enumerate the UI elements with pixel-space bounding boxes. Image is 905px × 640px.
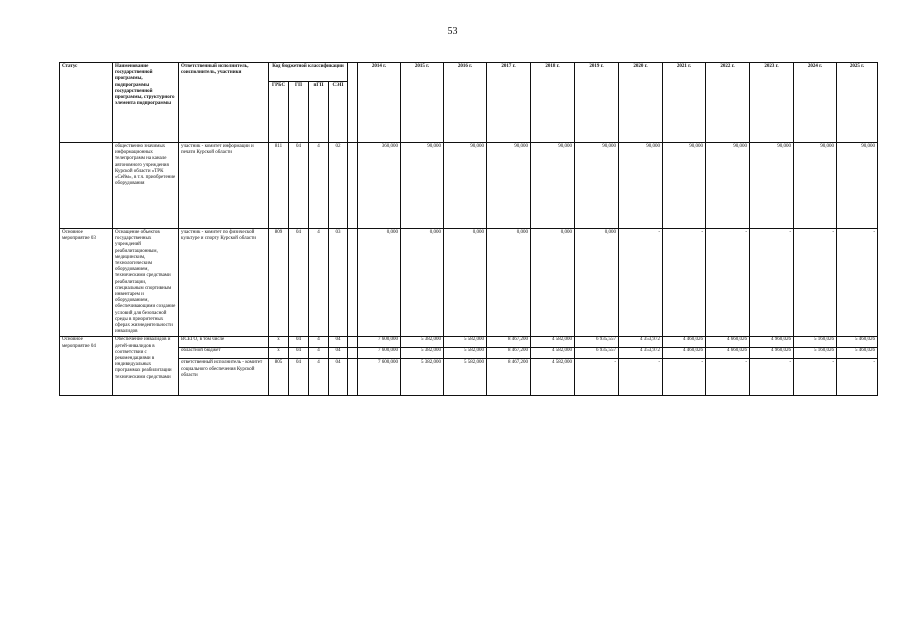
header-name: Наименование государственной программы, подпрограммы государственной программы, структурного элемента подпрограммы bbox=[113, 63, 179, 143]
table-row bbox=[60, 229, 878, 337]
row-value: 90,000 bbox=[837, 143, 878, 229]
row-value: - bbox=[837, 359, 878, 396]
row-value: 7 600,000 bbox=[358, 348, 401, 359]
row-code: 4 bbox=[309, 359, 329, 396]
header-year: 2016 г. bbox=[444, 63, 487, 143]
row-value: 5 460,026 bbox=[837, 348, 878, 359]
table-row bbox=[60, 143, 878, 229]
header-year: 2017 г. bbox=[487, 63, 531, 143]
row-code: 4 bbox=[309, 143, 329, 229]
row-value: - bbox=[750, 229, 794, 337]
table-row bbox=[60, 348, 878, 359]
row-executor: областной бюджет bbox=[179, 348, 269, 359]
row-code: 04 bbox=[329, 359, 348, 396]
row-value: 5 160,026 bbox=[794, 337, 837, 348]
row-code: 4 bbox=[309, 229, 329, 337]
row-executor: ответственный исполнитель - комитет социального обеспечения Курской области bbox=[179, 359, 269, 396]
row-code: 809 bbox=[269, 229, 289, 337]
group-name: Обеспечение инвалидов и детей-инвалидов в соответствии с рекомендациями в индивидуальных программах реабилитации техническими средствами bbox=[113, 337, 179, 396]
row-name: Оснащение объектов государственных учреждений реабилитационным, медицинским, технологическим оборудованием, техническими средствами реабилитации, специальным спортивным инвентарем и оборудованием, обеспечивающими создание условий для безопасной среды в приоритетных сферах жизнедеятельности инвалидов bbox=[113, 229, 179, 337]
row-value: 90,000 bbox=[706, 143, 750, 229]
row-code: 04 bbox=[329, 337, 348, 348]
row-value: 5 582,000 bbox=[444, 359, 487, 396]
table-row bbox=[60, 359, 878, 396]
header-year: 2018 г. bbox=[531, 63, 575, 143]
row-value: 8 467,200 bbox=[487, 337, 531, 348]
row-value: - bbox=[837, 229, 878, 337]
row-value: 5 582,000 bbox=[444, 348, 487, 359]
row-code: 805 bbox=[269, 359, 289, 396]
row-value: - bbox=[619, 359, 663, 396]
header-year: 2023 г. bbox=[750, 63, 794, 143]
row-value: 4 460,026 bbox=[663, 348, 706, 359]
row-name: общественно значимых информационных телепрограмм на канале автономного учреждения Курской области «ТРК «Сейм», в т.ч. приобретение оборудования bbox=[113, 143, 179, 229]
row-code: 811 bbox=[269, 143, 289, 229]
row-value: 7 600,000 bbox=[358, 359, 401, 396]
row-spacer bbox=[348, 143, 358, 229]
row-value: 0,000 bbox=[401, 229, 444, 337]
row-code: x bbox=[269, 337, 289, 348]
row-value: 90,000 bbox=[794, 143, 837, 229]
row-value: 5 160,026 bbox=[794, 348, 837, 359]
row-code: 04 bbox=[289, 143, 309, 229]
row-value: - bbox=[663, 229, 706, 337]
row-value: 4 582,000 bbox=[531, 337, 575, 348]
row-executor: участник - комитет информации и печати Курской области bbox=[179, 143, 269, 229]
row-code: 04 bbox=[289, 359, 309, 396]
row-code: 04 bbox=[289, 229, 309, 337]
row-value: 5 582,000 bbox=[444, 337, 487, 348]
header-year: 2015 г. bbox=[401, 63, 444, 143]
row-code: 4 bbox=[309, 337, 329, 348]
header-year: 2025 г. bbox=[837, 63, 878, 143]
row-code: 04 bbox=[329, 348, 348, 359]
row-value: 5 382,000 bbox=[401, 348, 444, 359]
row-value: 90,000 bbox=[531, 143, 575, 229]
row-spacer bbox=[348, 348, 358, 359]
row-value: 0,000 bbox=[575, 229, 619, 337]
row-value: 4 660,026 bbox=[706, 337, 750, 348]
row-value: 0,000 bbox=[444, 229, 487, 337]
row-value: 4 460,026 bbox=[663, 337, 706, 348]
row-value: 90,000 bbox=[663, 143, 706, 229]
header-code: ГП bbox=[289, 82, 309, 143]
row-value: 4 960,026 bbox=[750, 337, 794, 348]
page-number: 53 bbox=[447, 26, 458, 37]
row-value: 0,000 bbox=[358, 229, 401, 337]
row-value: 6 935,557 bbox=[575, 348, 619, 359]
group-status: Основное мероприятие 04 bbox=[60, 337, 113, 396]
row-value: - bbox=[619, 229, 663, 337]
row-executor: ВСЕГО, в том числе bbox=[179, 337, 269, 348]
row-value: 90,000 bbox=[487, 143, 531, 229]
header-code: СЭП bbox=[329, 82, 348, 143]
header-year: 2024 г. bbox=[794, 63, 837, 143]
row-value: 4 960,026 bbox=[750, 348, 794, 359]
row-value: 0,000 bbox=[487, 229, 531, 337]
row-value: 4 353,972 bbox=[619, 348, 663, 359]
header-year: 2019 г. bbox=[575, 63, 619, 143]
header-executor: Ответственный исполнитель, соисполнитель, участники bbox=[179, 63, 269, 143]
row-code: x bbox=[269, 348, 289, 359]
row-value: 360,000 bbox=[358, 143, 401, 229]
row-value: 90,000 bbox=[444, 143, 487, 229]
row-value: - bbox=[706, 359, 750, 396]
row-value: - bbox=[663, 359, 706, 396]
header-year: 2020 г. bbox=[619, 63, 663, 143]
row-status bbox=[60, 143, 113, 229]
header-status: Статус bbox=[60, 63, 113, 143]
row-code: 4 bbox=[309, 348, 329, 359]
header-code: ГРБС bbox=[269, 82, 289, 143]
budget-table bbox=[59, 62, 878, 396]
row-value: 7 600,000 bbox=[358, 337, 401, 348]
row-value: 8 467,200 bbox=[487, 359, 531, 396]
row-value: - bbox=[794, 229, 837, 337]
row-value: 4 353,972 bbox=[619, 337, 663, 348]
row-spacer bbox=[348, 359, 358, 396]
row-value: 5 382,000 bbox=[401, 337, 444, 348]
row-value: 6 935,557 bbox=[575, 337, 619, 348]
row-value: - bbox=[750, 359, 794, 396]
header-budget-code: Код бюджетной классификации bbox=[269, 63, 348, 82]
header-year: 2022 г. bbox=[706, 63, 750, 143]
row-value: 8 467,200 bbox=[487, 348, 531, 359]
row-value: 4 660,026 bbox=[706, 348, 750, 359]
table-row bbox=[60, 337, 878, 348]
header-spacer bbox=[348, 63, 358, 143]
row-value: 90,000 bbox=[750, 143, 794, 229]
row-status: Основное мероприятие 03 bbox=[60, 229, 113, 337]
row-spacer bbox=[348, 229, 358, 337]
header-year: 2014 г. bbox=[358, 63, 401, 143]
header-year: 2021 г. bbox=[663, 63, 706, 143]
row-spacer bbox=[348, 337, 358, 348]
row-executor: участник - комитет по физической культуре и спорту Курской области bbox=[179, 229, 269, 337]
row-value: 90,000 bbox=[401, 143, 444, 229]
row-value: - bbox=[575, 359, 619, 396]
row-code: 04 bbox=[289, 348, 309, 359]
row-value: 4 582,000 bbox=[531, 359, 575, 396]
row-value: - bbox=[794, 359, 837, 396]
row-value: 0,000 bbox=[531, 229, 575, 337]
row-value: 5 460,026 bbox=[837, 337, 878, 348]
row-code: 02 bbox=[329, 143, 348, 229]
header-code: пГП bbox=[309, 82, 329, 143]
row-value: 4 582,000 bbox=[531, 348, 575, 359]
row-value: - bbox=[706, 229, 750, 337]
row-value: 90,000 bbox=[619, 143, 663, 229]
row-value: 5 382,000 bbox=[401, 359, 444, 396]
table-header-row bbox=[60, 63, 878, 82]
row-value: 90,000 bbox=[575, 143, 619, 229]
row-code: 03 bbox=[329, 229, 348, 337]
row-code: 04 bbox=[289, 337, 309, 348]
